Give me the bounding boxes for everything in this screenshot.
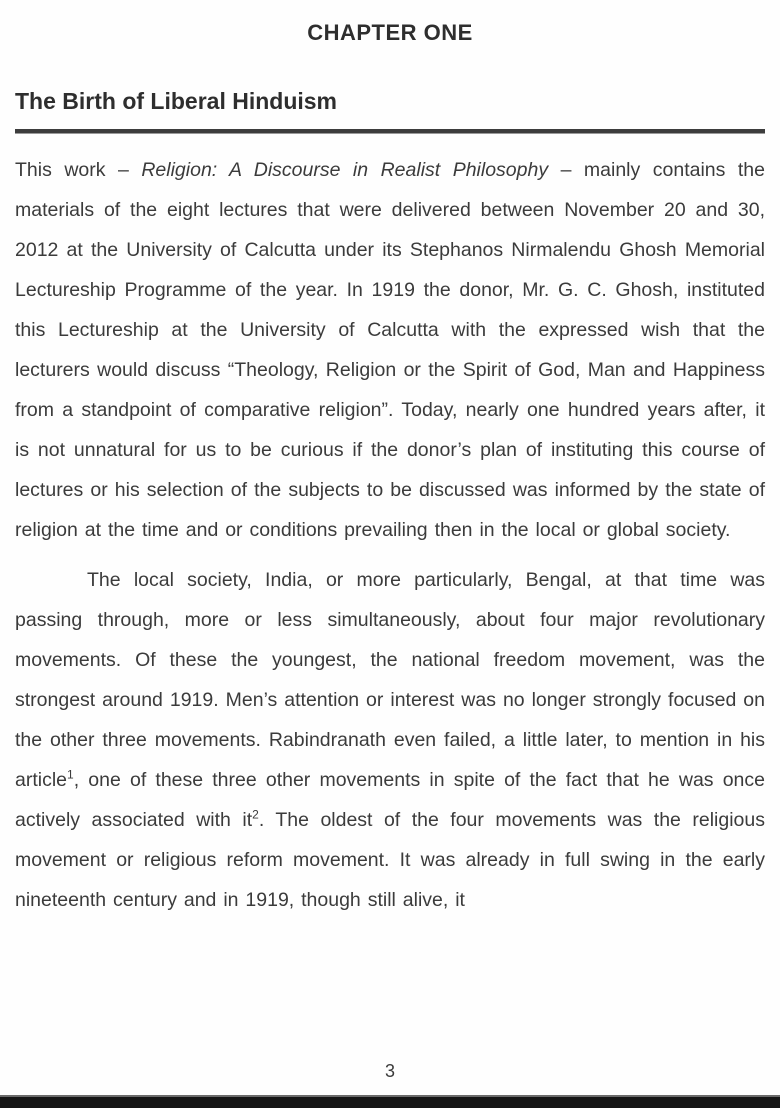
para2-text-middle: , one of these three other movements in spite of the fact that he was once actively associated with it xyxy=(15,769,765,831)
scan-edge-artifact xyxy=(0,1097,780,1108)
page-number: 3 xyxy=(384,1061,395,1081)
footnote-ref-1: 1 xyxy=(67,767,74,782)
chapter-title: CHAPTER ONE xyxy=(307,20,473,45)
para1-text-rest: – mainly contains the materials of the eight lectures that were delivered between November 20 and 30, 2012 at the University of Calcutta under its Stephanos Nirmalendu Ghosh Memorial Lectureship Programme of the year. In 1919 the donor, Mr. G. C. Ghosh, instituted this Lectureship at the University of Calcutta with the expressed wish that the lecturers would discuss “Theology, Religion or the Spirit of God, Man and Happiness from a standpoint of comparative religion”. Today, nearly one hundred years after, it is not unnatural for us to be curious if the donor’s plan of instituting this course of lectures or his selection of the subjects to be discussed was informed by the state of religion at the time and or conditions prevailing then in the local or global society. xyxy=(15,159,765,541)
heading-rule xyxy=(15,129,765,134)
para2-text-start: The local society, India, or more particularly, Bengal, at that time was passing through, more or less simultaneously, about four major revolutionary movements. Of these the youngest, the national freedom movement, was the strongest around 1919. Men’s attention or interest was no longer strongly focused on the other three movements. Rabindranath even failed, a little later, to mention in his article xyxy=(15,569,765,791)
para1-text-start: This work – xyxy=(15,159,142,181)
book-title-italic: Religion: A Discourse in Realist Philosophy xyxy=(141,159,549,181)
paragraph-1 xyxy=(15,150,765,550)
paragraph-2 xyxy=(15,560,765,920)
para2-text-end: . The oldest of the four movements was the religious movement or religious reform movement. It was already in full swing in the early nineteenth century and in 1919, though still alive, it xyxy=(15,809,765,911)
footnote-ref-2: 2 xyxy=(252,807,259,822)
section-title: The Birth of Liberal Hinduism xyxy=(15,88,338,114)
